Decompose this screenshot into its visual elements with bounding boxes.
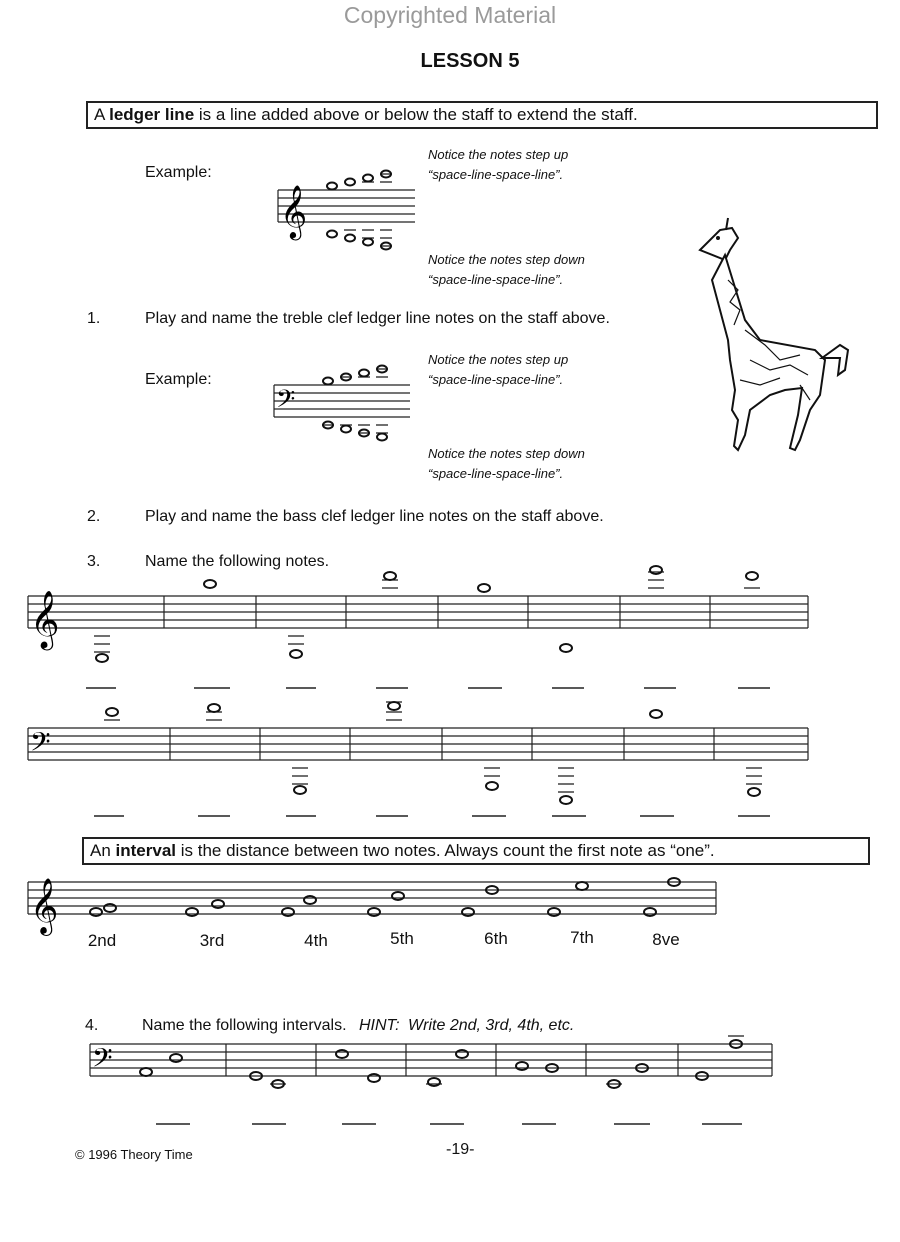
interval-example-staff: [24, 868, 724, 933]
question-4-hint-label: HINT:: [359, 1017, 400, 1034]
treble-clef-icon: 𝄞: [30, 590, 60, 648]
giraffe-illustration: [690, 210, 860, 460]
interval-label-4th: 4th: [304, 931, 328, 950]
treble-down-line2: “space-line-space-line”.: [428, 272, 564, 287]
treble-clef-icon: 𝄞: [280, 184, 308, 238]
question-4-hint-text: Write 2nd, 3rd, 4th, etc.: [408, 1017, 575, 1034]
bass-clef-icon: 𝄢: [276, 385, 296, 420]
question-2-text: Play and name the bass clef ledger line notes on the staff above.: [145, 508, 604, 525]
treble-down-line1: Notice the notes step down: [428, 252, 585, 267]
question-4-number: 4.: [85, 1017, 99, 1034]
interval-label-8ve: 8ve: [652, 930, 680, 949]
interval-label-3rd: 3rd: [199, 931, 225, 950]
treble-up-line2: “space-line-space-line”.: [428, 167, 564, 182]
interval-definition-prefix: An: [90, 841, 116, 860]
ledger-definition-prefix: A: [94, 105, 110, 124]
interval-definition-suffix: is the distance between two notes. Always count the first note as “one”.: [176, 841, 715, 860]
bass-down-note: [428, 444, 585, 484]
bass-up-note: [428, 350, 568, 390]
bass-clef-icon: 𝄢: [92, 1042, 113, 1080]
watermark: Copyrighted Material: [343, 2, 557, 28]
question-4-instruction: Name the following intervals.: [142, 1017, 347, 1034]
example-label-bass: Example:: [145, 371, 212, 388]
interval-label-7th: 7th: [570, 928, 594, 947]
interval-exercise-staff: [86, 1030, 786, 1130]
question-2-number: 2.: [87, 508, 101, 525]
footer-copyright: © 1996 Theory Time: [75, 1147, 193, 1162]
interval-label-6th: 6th: [484, 929, 508, 948]
interval-definition-term: interval: [115, 841, 177, 860]
bass-naming-staff: [24, 700, 814, 825]
ledger-definition-suffix: is a line added above or below the staff to extend the staff.: [194, 105, 638, 124]
question-3-number: 3.: [87, 553, 101, 570]
treble-clef-icon: 𝄞: [30, 878, 59, 934]
question-1-number: 1.: [87, 310, 101, 327]
interval-definition-box: [82, 837, 870, 865]
interval-label-5th: 5th: [390, 929, 414, 948]
page-title: LESSON 5: [420, 50, 520, 72]
ledger-definition-term: ledger line: [109, 105, 195, 124]
bass-ledger-example-staff: [270, 355, 420, 450]
treble-ledger-example-staff: [270, 160, 420, 250]
question-3-text: Name the following notes.: [145, 553, 330, 570]
example-label-treble: Example:: [145, 164, 212, 181]
treble-naming-staff: [24, 570, 814, 700]
interval-label-2nd: 2nd: [87, 931, 117, 950]
bass-down-line2: “space-line-space-line”.: [428, 466, 564, 481]
bass-clef-icon: 𝄢: [30, 726, 51, 764]
treble-up-line1: Notice the notes step up: [428, 147, 569, 162]
treble-up-note: [428, 145, 568, 185]
question-1-text: Play and name the treble clef ledger line notes on the staff above.: [145, 310, 610, 327]
treble-down-note: [428, 250, 585, 290]
bass-up-line2: “space-line-space-line”.: [428, 372, 564, 387]
page-number: -19-: [446, 1141, 475, 1158]
ledger-definition-box: [86, 101, 878, 129]
bass-up-line1: Notice the notes step up: [428, 352, 569, 367]
bass-down-line1: Notice the notes step down: [428, 446, 585, 461]
